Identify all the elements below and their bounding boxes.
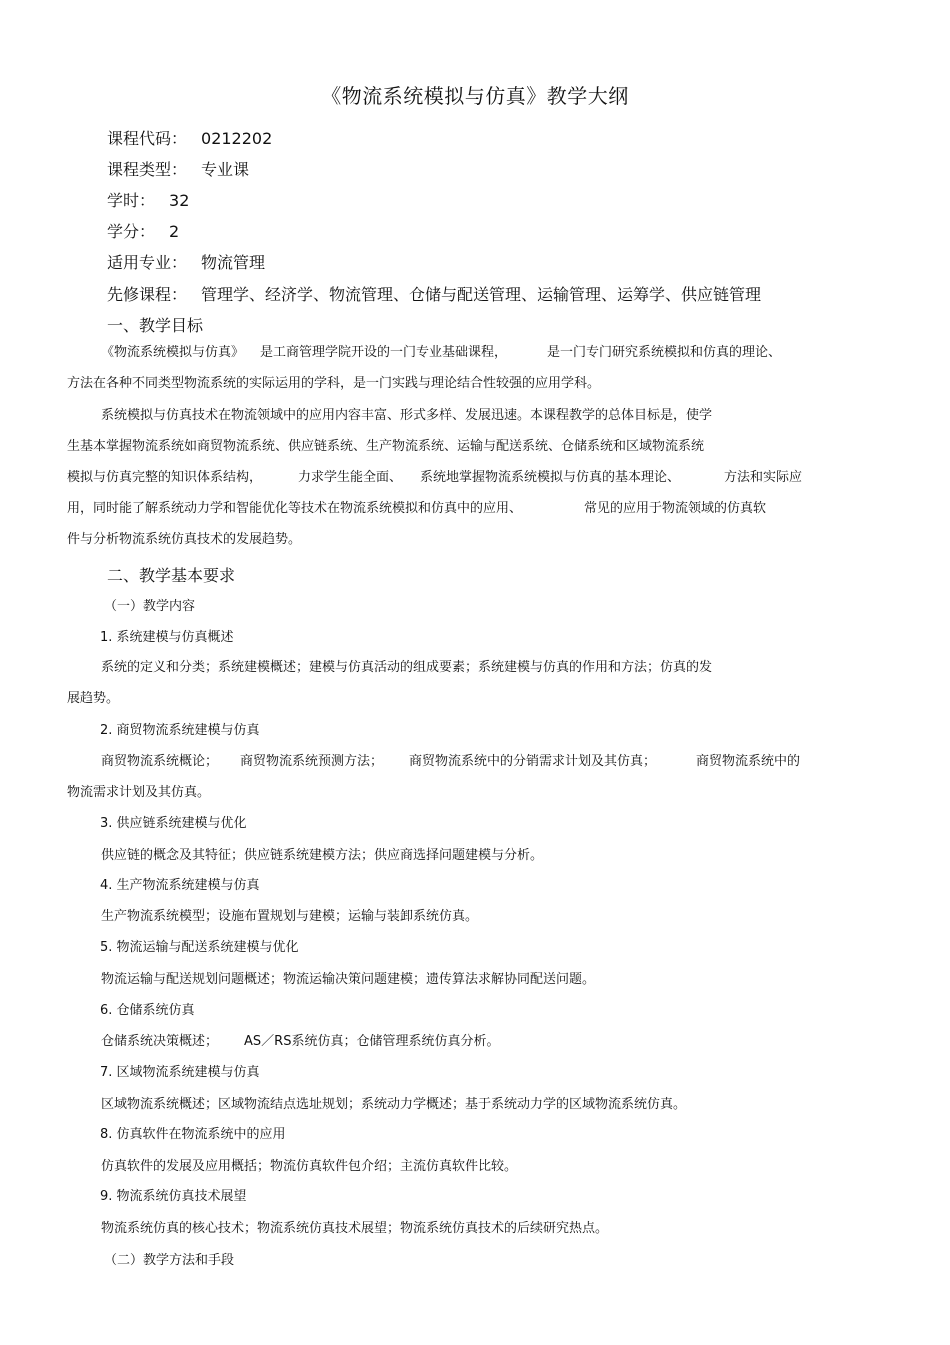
text-run: 商贸物流系统概论；	[101, 754, 219, 769]
item-text: 物流运输与配送规划问题概述；物流运输决策问题建模；遗传算法求解协同配送问题。	[101, 972, 596, 987]
meta-hours	[107, 188, 189, 211]
subsection-methods: （二）教学方法和手段	[104, 1253, 235, 1268]
item-title: 9. 物流系统仿真技术展望	[100, 1189, 247, 1204]
item-text: 供应链的概念及其特征；供应链系统建模方法；供应商选择问题建模与分析。	[101, 848, 544, 863]
subsection-content: （一）教学内容	[104, 599, 196, 614]
text-run: 是工商管理学院开设的一门专业基础课程，	[260, 345, 508, 360]
meta-course-type	[107, 157, 249, 180]
meta-label: 课程类型：	[107, 160, 188, 179]
item-text: 物流系统仿真的核心技术；物流系统仿真技术展望；物流系统仿真技术的后续研究热点。	[101, 1221, 609, 1236]
item-text: 区域物流系统概述；区域物流结点选址规划；系统动力学概述；基于系统动力学的区域物流系统仿真。	[101, 1097, 687, 1112]
item-title: 7. 区域物流系统建模与仿真	[100, 1065, 260, 1080]
meta-label: 学时：	[107, 191, 156, 210]
meta-label: 课程代码：	[107, 129, 188, 148]
item-text	[101, 750, 800, 769]
page-title: 《物流系统模拟与仿真》教学大纲	[321, 84, 629, 108]
item-title: 2. 商贸物流系统建模与仿真	[100, 723, 260, 738]
item-title: 1. 系统建模与仿真概述	[100, 630, 234, 645]
meta-value: 物流管理	[201, 253, 266, 272]
text-run: 力求学生能全面、	[298, 470, 403, 485]
item-title: 6. 仓储系统仿真	[100, 1003, 195, 1018]
objectives-para2-line1: 系统模拟与仿真技术在物流领域中的应用内容丰富、形式多样、发展迅速。本课程教学的总体目标是，使学	[101, 408, 713, 423]
meta-credits	[107, 219, 179, 242]
objectives-para2-line4	[67, 499, 766, 519]
item-text: 仿真软件的发展及应用概括；物流仿真软件包介绍；主流仿真软件比较。	[101, 1159, 518, 1174]
meta-course-code	[107, 126, 272, 149]
meta-value: 0212202	[201, 129, 273, 148]
text-run: 系统地掌握物流系统模拟与仿真的基本理论、	[420, 470, 681, 485]
item-title: 8. 仿真软件在物流系统中的应用	[100, 1127, 286, 1142]
meta-label: 学分：	[107, 222, 156, 241]
text-run: 商贸物流系统中的	[696, 754, 801, 769]
item-title: 5. 物流运输与配送系统建模与优化	[100, 940, 299, 955]
item-text-continued: 展趋势。	[67, 691, 120, 706]
section-heading-objectives: 一、教学目标	[107, 316, 204, 335]
meta-label: 先修课程：	[107, 285, 188, 304]
section-heading-requirements: 二、教学基本要求	[107, 566, 236, 585]
text-run: 是一门专门研究系统模拟和仿真的理论、	[547, 345, 782, 360]
text-run: 商贸物流系统预测方法；	[240, 754, 384, 769]
meta-value: 专业课	[201, 160, 250, 179]
text-run: 常见的应用于物流领域的仿真软	[584, 501, 767, 516]
text-run: AS／RS系统仿真；仓储管理系统仿真分析。	[244, 1034, 500, 1049]
objectives-para2-line3	[67, 468, 802, 488]
meta-major	[107, 250, 265, 273]
objectives-para2-line5: 件与分析物流系统仿真技术的发展趋势。	[67, 532, 302, 547]
meta-prerequisites	[107, 282, 761, 305]
meta-value: 32	[169, 191, 190, 210]
text-run: 《物流系统模拟与仿真》	[101, 345, 245, 360]
text-run: 方法和实际应	[724, 470, 803, 485]
text-run: 模拟与仿真完整的知识体系结构，	[67, 470, 263, 485]
text-run: 用，同时能了解系统动力学和智能优化等技术在物流系统模拟和仿真中的应用、	[67, 501, 523, 516]
meta-value: 管理学、经济学、物流管理、仓储与配送管理、运输管理、运筹学、供应链管理	[201, 285, 762, 304]
meta-label: 适用专业：	[107, 253, 188, 272]
meta-value: 2	[169, 222, 180, 241]
item-title: 4. 生产物流系统建模与仿真	[100, 878, 260, 893]
objectives-para1-line1	[101, 343, 781, 363]
text-run: 商贸物流系统中的分销需求计划及其仿真；	[409, 754, 657, 769]
item-text	[101, 1030, 499, 1049]
item-text: 生产物流系统模型；设施布置规划与建模；运输与装卸系统仿真。	[101, 909, 479, 924]
item-text-continued: 物流需求计划及其仿真。	[67, 785, 211, 800]
item-text: 系统的定义和分类；系统建模概述；建模与仿真活动的组成要素；系统建模与仿真的作用和方法；仿真的发	[101, 660, 713, 675]
objectives-para2-line2: 生基本掌握物流系统如商贸物流系统、供应链系统、生产物流系统、运输与配送系统、仓储系统和区域物流系统	[67, 439, 705, 454]
text-run: 仓储系统决策概述；	[101, 1034, 219, 1049]
item-title: 3. 供应链系统建模与优化	[100, 816, 247, 831]
objectives-para1-line2: 方法在各种不同类型物流系统的实际运用的学科，是一门实践与理论结合性较强的应用学科。	[67, 376, 601, 391]
